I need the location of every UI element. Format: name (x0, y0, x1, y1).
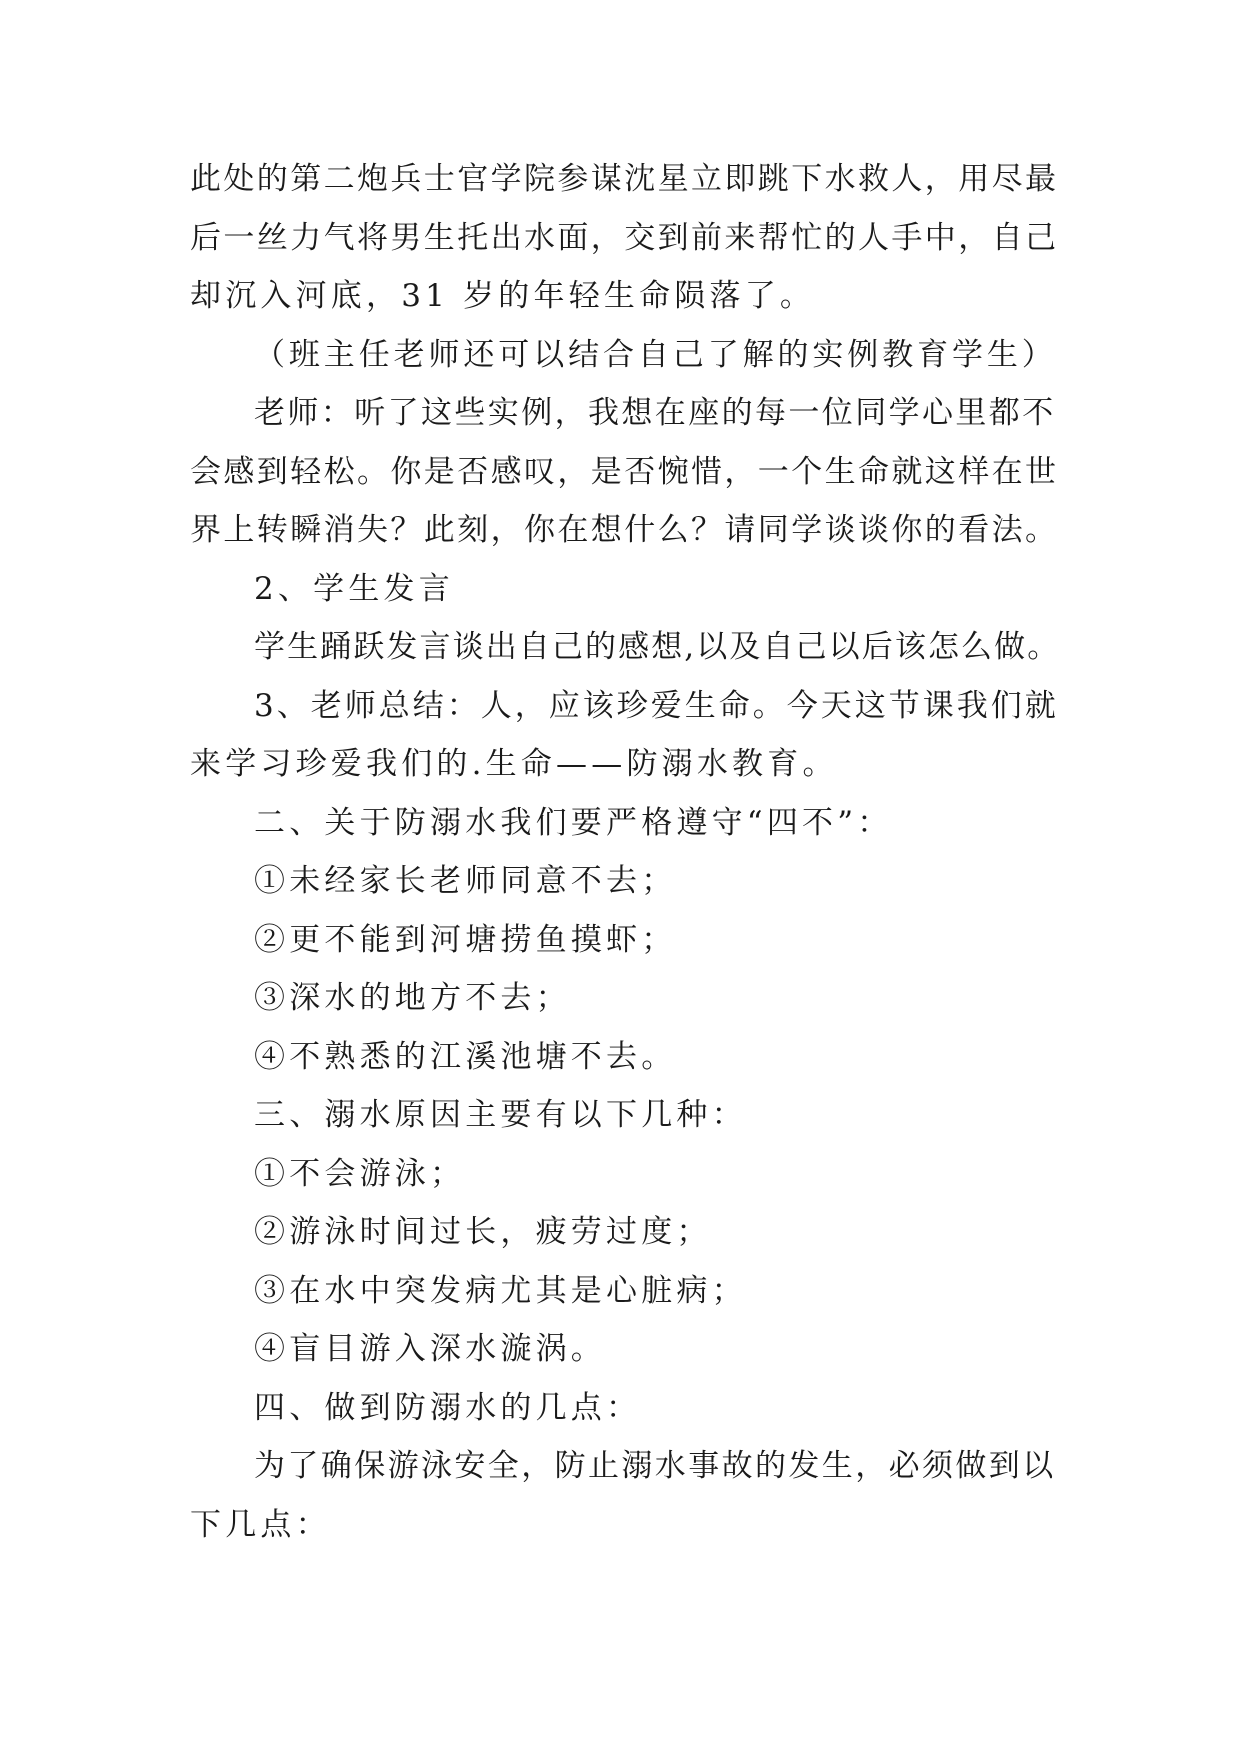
list-item: ③在水中突发病尤其是心脏病； (254, 1272, 747, 1309)
text-line: 界上转瞬消失？此刻，你在想什么？请同学谈谈你的看法。 (190, 512, 1059, 548)
text-line: 为了确保游泳安全，防止溺水事故的发生，必须做到以 (254, 1448, 1056, 1484)
text-line: 3、老师总结：人，应该珍爱生命。今天这节课我们就 (254, 687, 1059, 724)
text-line: 会感到轻松。你是否感叹，是否惋惜，一个生命就这样在世 (190, 453, 1059, 490)
section-heading: 二、关于防溺水我们要严格遵守“四不”： (254, 804, 893, 841)
list-item: ②游泳时间过长，疲劳过度； (254, 1214, 712, 1250)
list-item: ①不会游泳； (254, 1155, 466, 1192)
list-item: ④不熟悉的江溪池塘不去。 (254, 1038, 677, 1075)
list-item: ②更不能到河塘捞鱼摸虾； (254, 921, 677, 958)
document-body (190, 150, 1060, 1554)
text-line: 后一丝力气将男生托出水面，交到前来帮忙的人手中，自己 (190, 219, 1059, 256)
text-line: 却沉入河底，31 岁的年轻生命陨落了。 (190, 278, 816, 314)
text-line: 此处的第二炮兵士官学院参谋沈星立即跳下水救人，用尽最 (190, 161, 1059, 197)
section-heading: 三、溺水原因主要有以下几种： (254, 1097, 747, 1133)
text-line: 老师：听了这些实例，我想在座的每一位同学心里都不 (254, 395, 1056, 431)
text-line: 学生踊跃发言谈出自己的感想,以及自己以后该怎么做。 (254, 629, 1061, 665)
text-line: 来学习珍爱我们的.生命——防溺水教育。 (190, 746, 838, 782)
section-heading: 四、做到防溺水的几点： (254, 1389, 642, 1426)
text-line: （班主任老师还可以结合自己了解的实例教育学生） (254, 336, 1057, 373)
text-line: 下几点： (190, 1506, 331, 1543)
text-line: 2、学生发言 (254, 570, 454, 607)
list-item: ③深水的地方不去； (254, 980, 571, 1016)
list-item: ①未经家长老师同意不去； (254, 863, 677, 899)
list-item: ④盲目游入深水漩涡。 (254, 1331, 606, 1367)
